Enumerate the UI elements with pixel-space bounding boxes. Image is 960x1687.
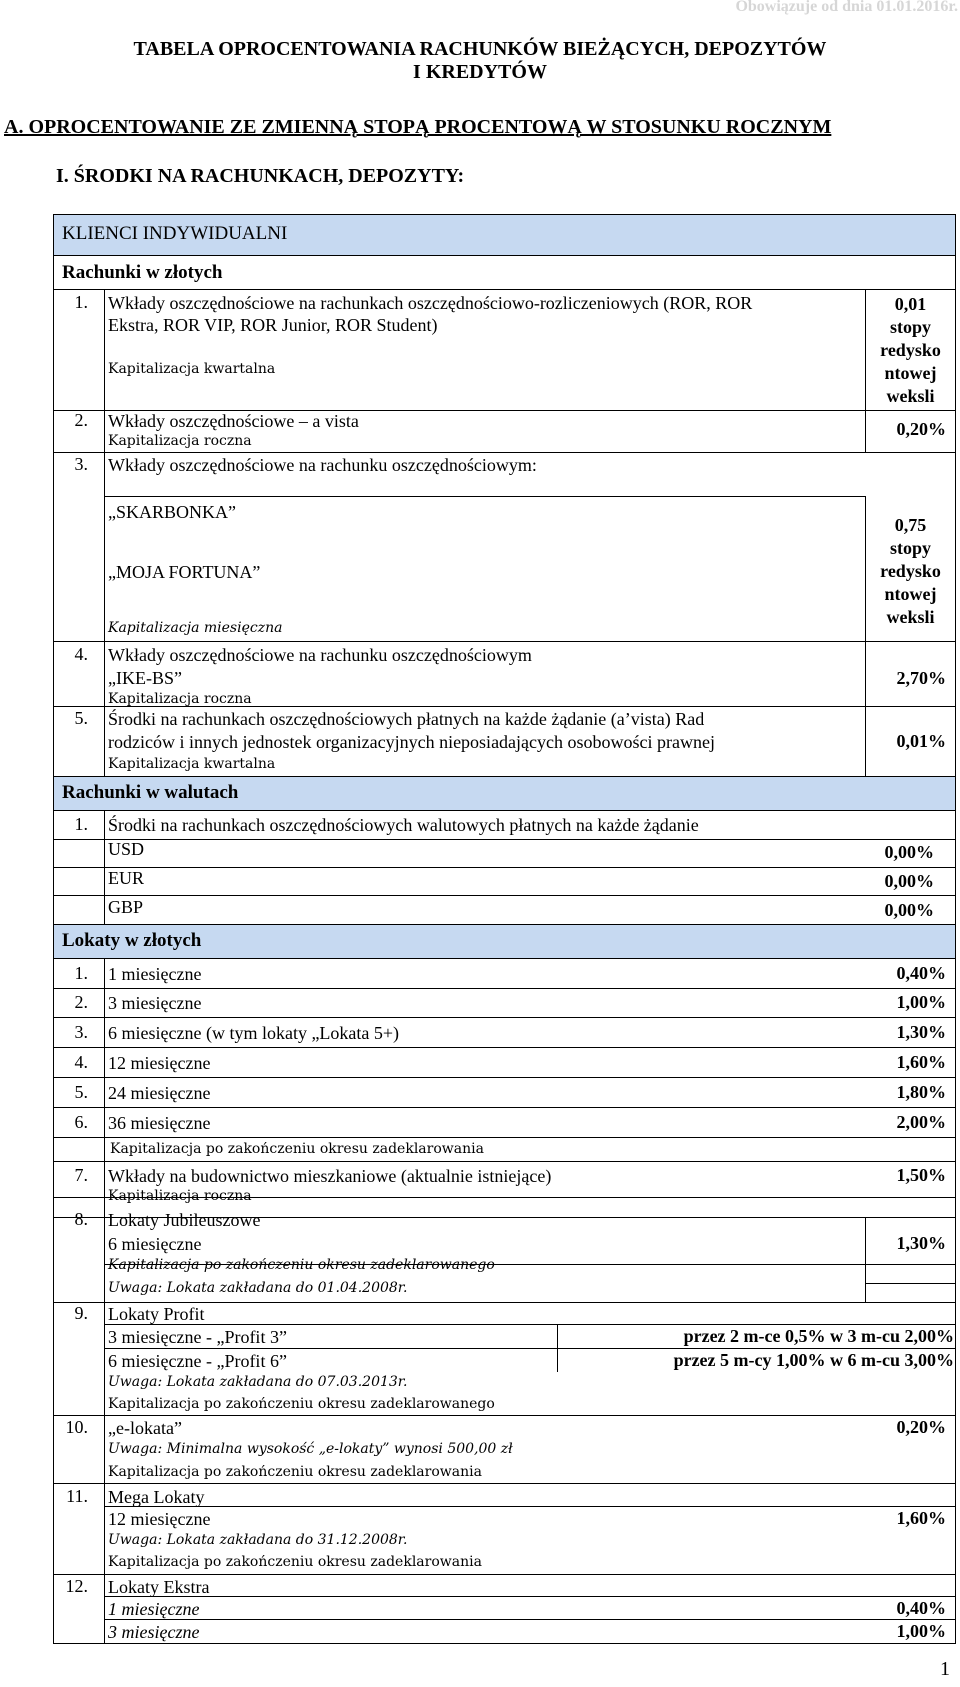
deposit-rate-value: 1,30% [896, 1022, 946, 1042]
row-number: 4. [74, 644, 88, 664]
capitalization-note: Kapitalizacja roczna [108, 1188, 252, 1204]
deposit-rate-value: 0,40% [896, 963, 946, 983]
row-number: 12. [65, 1576, 88, 1596]
deposit-term-label: 12 miesięczne [108, 1053, 211, 1073]
row-number: 3. [74, 454, 88, 474]
row-number: 4. [74, 1052, 88, 1072]
profit6-rate-value: przez 5 m-cy 1,00% w 6 m-cu 3,00% [673, 1350, 954, 1370]
row-number: 5. [74, 1082, 88, 1102]
extra-term-label: 3 miesięczne [108, 1622, 200, 1642]
jubilee-rate-value: 1,30% [896, 1233, 946, 1253]
deposit-term-label: 3 miesięczne [108, 993, 202, 1013]
capitalization-note: Kapitalizacja roczna [108, 691, 252, 707]
deposit-note: Uwaga: Lokata zakładana do 07.03.2013r. [108, 1374, 408, 1390]
fx-accounts-heading: Rachunki w walutach [62, 782, 239, 803]
capitalization-note: Kapitalizacja po zakończeniu okresu zadeklarowanego [108, 1257, 495, 1273]
section-i-heading: I. ŚRODKI NA RACHUNKACH, DEPOZYTY: [56, 165, 465, 187]
skarbonka-label: „SKARBONKA” [108, 502, 236, 522]
parents-council-label-line2: rodziców i innych jednostek organizacyjnych nieposiadających osobowości prawnej [108, 732, 715, 752]
row-number: 6. [74, 1112, 88, 1132]
capitalization-note: Kapitalizacja po zakończeniu okresu zadeklarowanego [108, 1396, 495, 1412]
profit-deposit-label: Lokaty Profit [108, 1304, 205, 1324]
deposit-rate-value: 1,80% [896, 1082, 946, 1102]
page-number: 1 [940, 1658, 950, 1680]
profit3-label: 3 miesięczne - „Profit 3” [108, 1327, 287, 1347]
fx-savings-label: Środki na rachunkach oszczędnościowych walutowych płatnych na każde żądanie [108, 815, 699, 835]
housing-deposit-label: Wkłady na budownictwo mieszkaniowe (aktualnie istniejące) [108, 1166, 552, 1186]
jubilee-deposit-label: Lokaty Jubileuszowe [108, 1210, 261, 1230]
e-lokata-rate-value: 0,20% [896, 1417, 946, 1437]
deposit-term-label: 6 miesięczne (w tym lokaty „Lokata 5+) [108, 1023, 400, 1043]
parents-council-label: Środki na rachunkach oszczędnościowych płatnych na każde żądanie (a’vista) Rad [108, 709, 705, 729]
profit3-rate-value: przez 2 m-ce 0,5% w 3 m-cu 2,00% [683, 1326, 954, 1346]
row-number: 2. [74, 410, 88, 430]
row-number: 7. [74, 1165, 88, 1185]
deposit-note: Uwaga: Lokata zakładana do 01.04.2008r. [108, 1280, 408, 1296]
row-number: 2. [74, 992, 88, 1012]
row-number: 3. [74, 1022, 88, 1042]
mega-deposit-label: Mega Lokaty [108, 1487, 205, 1507]
currency-label: EUR [108, 868, 144, 888]
ror-deposit-label-line2: Ekstra, ROR VIP, ROR Junior, ROR Student) [108, 315, 438, 335]
row-number: 1. [74, 963, 88, 983]
row-number: 9. [74, 1303, 88, 1323]
currency-rate-value: 0,00% [884, 842, 934, 862]
valid-from-note: Obowiązuje od dnia 01.01.2016r. [735, 0, 958, 15]
deposits-heading: Lokaty w złotych [62, 930, 202, 951]
ike-bs-rate-value: 2,70% [896, 668, 946, 688]
deposit-rate-value: 1,60% [896, 1052, 946, 1072]
ike-bs-label: Wkłady oszczędnościowe na rachunku oszczędnościowym [108, 645, 532, 665]
capitalization-note: Kapitalizacja kwartalna [108, 361, 276, 377]
a-vista-rate-value: 0,20% [896, 419, 946, 439]
profit6-label: 6 miesięczne - „Profit 6” [108, 1351, 287, 1371]
deposit-note: Uwaga: Lokata zakładana do 31.12.2008r. [108, 1532, 408, 1548]
row-number: 1. [74, 292, 88, 312]
capitalization-note: Kapitalizacja kwartalna [108, 756, 276, 772]
a-vista-deposit-label: Wkłady oszczędnościowe – a vista [108, 411, 359, 431]
document-title: TABELA OPROCENTOWANIA RACHUNKÓW BIEŻĄCYCH, DEPOZYTÓW [133, 38, 827, 60]
deposit-term-label: 1 miesięczne [108, 964, 202, 984]
savings-account-label: Wkłady oszczędnościowe na rachunku oszczędnościowym: [108, 455, 537, 475]
extra-rate-value: 1,00% [896, 1621, 946, 1641]
row-number: 5. [74, 708, 88, 728]
row-number: 10. [65, 1417, 88, 1437]
capitalization-note: Kapitalizacja po zakończeniu okresu zadeklarowania [108, 1464, 482, 1480]
row-number: 11. [66, 1486, 88, 1506]
pln-accounts-heading: Rachunki w złotych [62, 262, 223, 283]
capitalization-note: Kapitalizacja po zakończeniu okresu zadeklarowania [110, 1141, 484, 1157]
e-lokata-label: „e-lokata” [108, 1418, 182, 1438]
capitalization-note: Kapitalizacja roczna [108, 433, 252, 449]
section-a-heading: A. OPROCENTOWANIE ZE ZMIENNĄ STOPĄ PROCENTOWĄ W STOSUNKU ROCZNYM [4, 116, 832, 138]
currency-rate-value: 0,00% [884, 900, 934, 920]
deposit-term-label: 24 miesięczne [108, 1083, 211, 1103]
extra-term-label: 1 miesięczne [108, 1599, 200, 1619]
extra-rate-value: 0,40% [896, 1598, 946, 1618]
deposit-rate-value: 2,00% [896, 1112, 946, 1132]
mega-rate-value: 1,60% [896, 1508, 946, 1528]
ike-bs-name: „IKE-BS” [108, 668, 182, 688]
currency-rate-value: 0,00% [884, 871, 934, 891]
jubilee-term-label: 6 miesięczne [108, 1234, 202, 1254]
extra-deposit-label: Lokaty Ekstra [108, 1577, 210, 1597]
mega-term-label: 12 miesięczne [108, 1509, 211, 1529]
clients-heading: KLIENCI INDYWIDUALNI [62, 223, 288, 244]
capitalization-note: Kapitalizacja miesięczna [108, 620, 283, 636]
housing-deposit-rate-value: 1,50% [896, 1165, 946, 1185]
row-number: 8. [74, 1209, 88, 1229]
moja-fortuna-label: „MOJA FORTUNA” [108, 562, 261, 582]
ror-deposit-label: Wkłady oszczędnościowe na rachunkach oszczędnościowo-rozliczeniowych (ROR, ROR [108, 293, 753, 313]
currency-label: GBP [108, 897, 144, 917]
row-number: 1. [74, 814, 88, 834]
deposit-term-label: 36 miesięczne [108, 1113, 211, 1133]
capitalization-note: Kapitalizacja po zakończeniu okresu zadeklarowania [108, 1554, 482, 1570]
document-title-line2: I KREDYTÓW [413, 61, 547, 83]
deposit-rate-value: 1,00% [896, 992, 946, 1012]
deposit-note: Uwaga: Minimalna wysokość „e-lokaty” wynosi 500,00 zł [108, 1441, 513, 1457]
currency-label: USD [108, 839, 145, 859]
parents-council-rate-value: 0,01% [896, 731, 946, 751]
